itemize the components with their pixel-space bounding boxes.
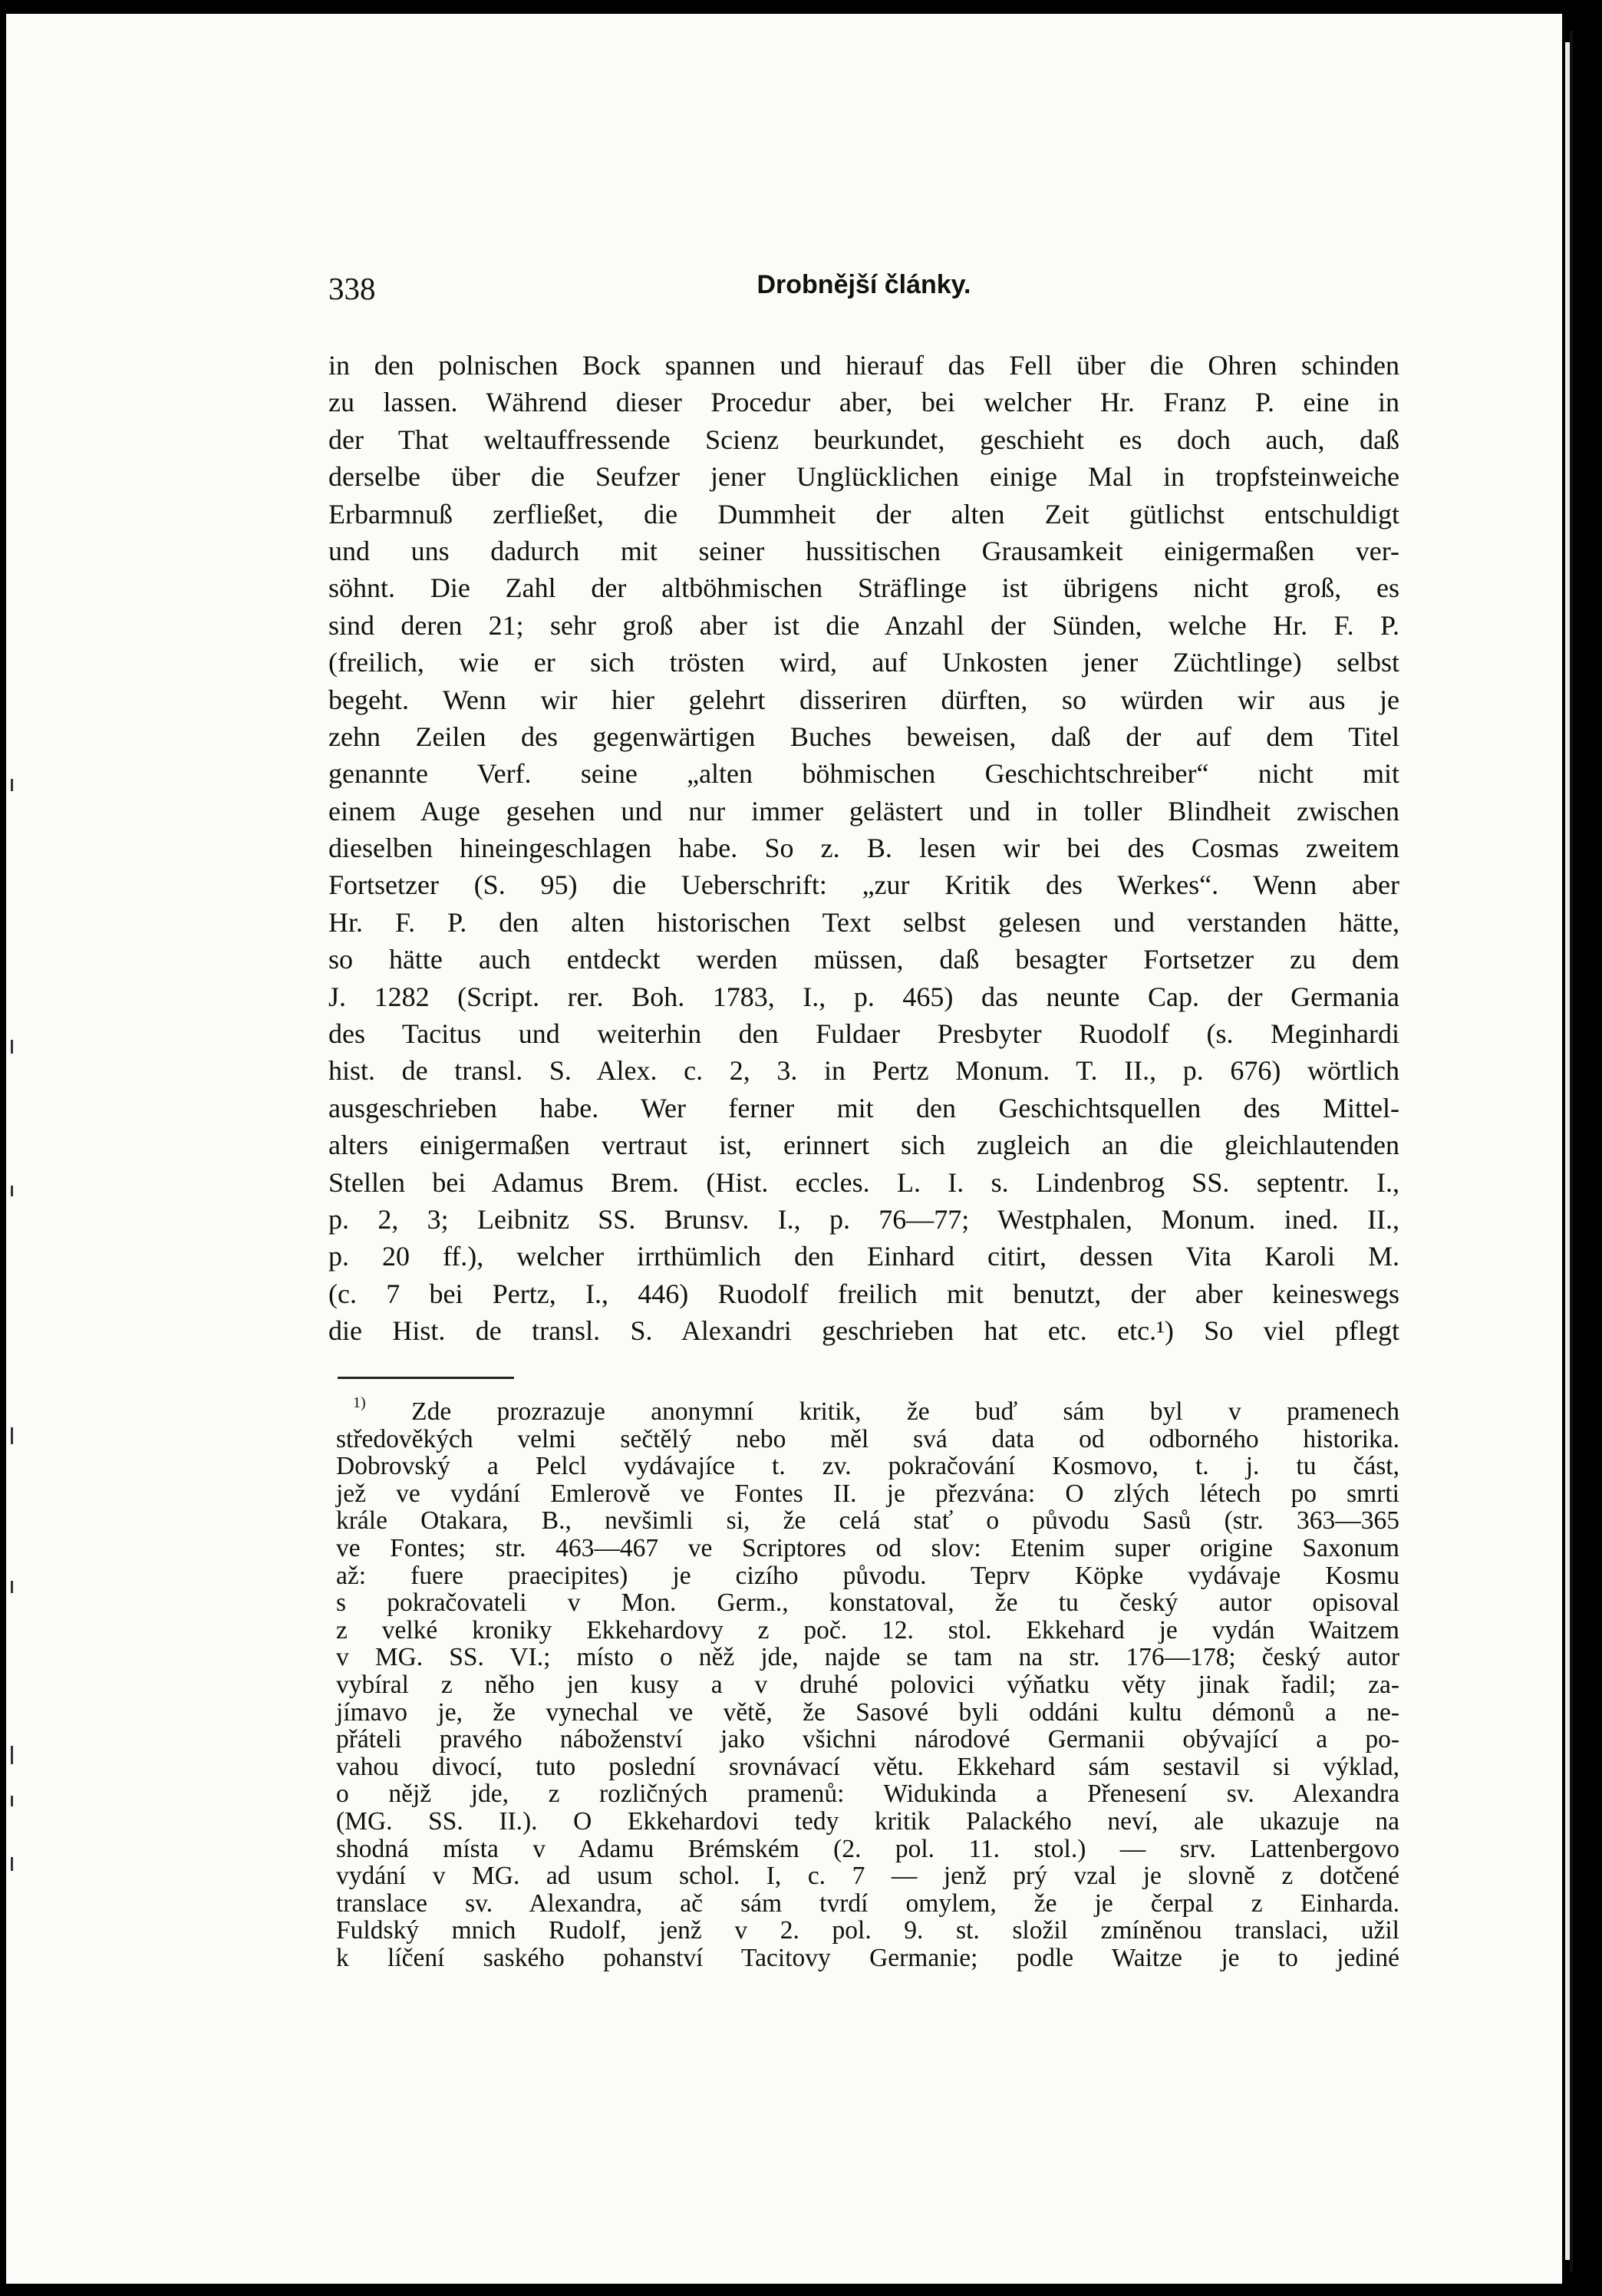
scan-mark	[11, 779, 13, 791]
page-edge-shadow	[1570, 31, 1573, 2271]
footnote-line: v MG. SS. VI.; místo o něž jde, najde se tam na str. 176—178; český autor	[336, 1643, 1399, 1672]
text-line: einem Auge gesehen und nur immer gelästert und in toller Blindheit zwischen	[328, 795, 1399, 826]
text-line: begeht. Wenn wir hier gelehrt disseriren dürften, so würden wir aus je	[328, 684, 1399, 715]
text-line: in den polnischen Bock spannen und hierauf das Fell über die Ohren schinden	[328, 350, 1399, 381]
footnote-line: k líčení saského pohanství Tacitovy Germanie; podle Waitze je to jediné	[336, 1943, 1399, 1972]
footnote-line: z velké kroniky Ekkehardovy z poč. 12. stol. Ekkehard je vydán Waitzem	[336, 1615, 1399, 1644]
footnote-line: translace sv. Alexandra, ač sám tvrdí omylem, že je čerpal z Einharda.	[336, 1889, 1399, 1918]
text-line: hist. de transl. S. Alex. c. 2, 3. in Pertz Monum. T. II., p. 676) wörtlich	[328, 1055, 1399, 1087]
text-line: der That weltauffressende Scienz beurkundet, geschieht es doch auch, daß	[328, 424, 1399, 455]
scan-margin-marks	[8, 0, 31, 2296]
text-line: (freilich, wie er sich trösten wird, auf Unkosten jener Züchtlinge) selbst	[328, 647, 1399, 678]
footnote-line: Dobrovský a Pelcl vydávajíce t. zv. pokračování Kosmovo, t. j. tu část,	[336, 1452, 1399, 1481]
text-line: die Hist. de transl. S. Alexandri geschrieben hat etc. etc.¹) So viel pflegt	[328, 1315, 1399, 1347]
scan-mark	[11, 1427, 13, 1444]
running-title: Drobnější články.	[756, 270, 971, 299]
footnote-line: jež ve vydání Emlerově ve Fontes II. je přezvána: O zlých létech po smrti	[336, 1479, 1399, 1508]
footnote-line	[336, 1394, 1400, 1426]
text-line: so hätte auch entdeckt werden müssen, daß besagter Fortsetzer zu dem	[328, 944, 1399, 975]
text-line: genannte Verf. seine „alten böhmischen Geschichtschreiber“ nicht mit	[328, 758, 1399, 790]
page-header	[328, 270, 1399, 316]
text-line: söhnt. Die Zahl der altböhmischen Sträflinge ist übrigens nicht groß, es	[328, 572, 1399, 604]
footnote-line-text: Zde prozrazuje anonymní kritik, že buď sám byl v pramenech	[411, 1397, 1400, 1426]
text-line: sind deren 21; sehr groß aber ist die Anzahl der Sünden, welche Hr. F. P.	[328, 609, 1399, 641]
text-line: ausgeschrieben habe. Wer ferner mit den Geschichtsquellen des Mittel-	[328, 1092, 1399, 1123]
text-line: (c. 7 bei Pertz, I., 446) Ruodolf freilich mit benutzt, der aber keineswegs	[328, 1278, 1399, 1309]
main-text	[328, 347, 1399, 1350]
footnote-line: o nějž jde, z rozličných pramenů: Widukinda a Přenesení sv. Alexandra	[336, 1780, 1399, 1809]
text-line: Stellen bei Adamus Brem. (Hist. eccles. L. I. s. Lindenbrog SS. septentr. I.,	[328, 1166, 1399, 1198]
text-line: J. 1282 (Script. rer. Boh. 1783, I., p. 465) das neunte Cap. der Germania	[328, 981, 1399, 1012]
footnote-line: středověkých velmi sečtělý nebo měl svá data od odborného historika.	[336, 1424, 1399, 1453]
scan-mark	[11, 1040, 13, 1054]
footnote-line: přáteli pravého náboženství jako všichni národové Germanii obývající a po-	[336, 1725, 1399, 1754]
text-line: Erbarmnuß zerfließet, die Dummheit der alten Zeit gütlichst entschuldigt	[328, 498, 1399, 529]
footnote-line: (MG. SS. II.). O Ekkehardovi tedy kritik Palackého neví, ale ukazuje na	[336, 1806, 1399, 1836]
footnote-line: až: fuere praecipites) je cizího původu. Teprv Köpke vydávaje Kosmu	[336, 1561, 1399, 1590]
text-line: Fortsetzer (S. 95) die Ueberschrift: „zur Kritik des Werkes“. Wenn aber	[328, 869, 1399, 901]
text-line: alters einigermaßen vertraut ist, erinnert sich zugleich an die gleichlautenden	[328, 1130, 1399, 1161]
footnote-line: Fuldský mnich Rudolf, jenž v 2. pol. 9. st. složil zmíněnou translaci, užil	[336, 1916, 1399, 1945]
footnote-line: vybíral z něho jen kusy a v druhé polovici výňatku věty jinak řadil; za-	[336, 1670, 1399, 1699]
footnote-marker: 1)	[353, 1394, 366, 1411]
footnote-rule	[338, 1377, 514, 1379]
scan-mark	[11, 1796, 13, 1806]
footnote-line: s pokračovateli v Mon. Germ., konstatoval, že tu český autor opisoval	[336, 1588, 1399, 1618]
footnote-line: vahou divocí, tuto poslední srovnávací větu. Ekkehard sám sestavil si výklad,	[336, 1752, 1399, 1781]
text-line: zehn Zeilen des gegenwärtigen Buches beweisen, daß der auf dem Titel	[328, 721, 1399, 752]
footnote-line: vydání v MG. ad usum schol. I, c. 7 — jenž prý vzal je slovně z dotčené	[336, 1862, 1399, 1891]
footnote-line: jímavo je, že vynechal ve větě, že Sasové byli oddáni kultu démonů a ne-	[336, 1697, 1399, 1727]
text-line: p. 20 ff.), welcher irrthümlich den Einhard citirt, dessen Vita Karoli M.	[328, 1241, 1399, 1272]
scan-mark	[11, 1746, 13, 1764]
text-line: und uns dadurch mit seiner hussitischen Grausamkeit einigermaßen ver-	[328, 535, 1399, 566]
footnote-line: krále Otakara, B., nevšimli si, že celá stať o původu Sasů (str. 363—365	[336, 1506, 1399, 1536]
text-line: zu lassen. Während dieser Procedur aber, bei welcher Hr. Franz P. eine in	[328, 387, 1399, 418]
text-line: derselbe über die Seufzer jener Unglücklichen einige Mal in tropfsteinweiche	[328, 461, 1399, 493]
footnote-line: ve Fontes; str. 463—467 ve Scriptores od slov: Etenim super origine Saxonum	[336, 1533, 1399, 1562]
scan-mark	[11, 1581, 13, 1593]
text-line: Hr. F. P. den alten historischen Text selbst gelesen und verstanden hätte,	[328, 906, 1399, 938]
scan-mark	[11, 1186, 13, 1196]
footnote	[336, 1394, 1400, 1972]
text-line: p. 2, 3; Leibnitz SS. Brunsv. I., p. 76—77; Westphalen, Monum. ined. II.,	[328, 1203, 1399, 1235]
text-line: dieselben hineingeschlagen habe. So z. B. lesen wir bei des Cosmas zweitem	[328, 833, 1399, 864]
footnote-line: shodná místa v Adamu Brémském (2. pol. 11. stol.) — srv. Lattenbergovo	[336, 1834, 1399, 1863]
text-line: des Tacitus und weiterhin den Fuldaer Presbyter Ruodolf (s. Meginhardi	[328, 1018, 1399, 1050]
page-number: 338	[328, 271, 376, 306]
scan-mark	[11, 1857, 13, 1871]
